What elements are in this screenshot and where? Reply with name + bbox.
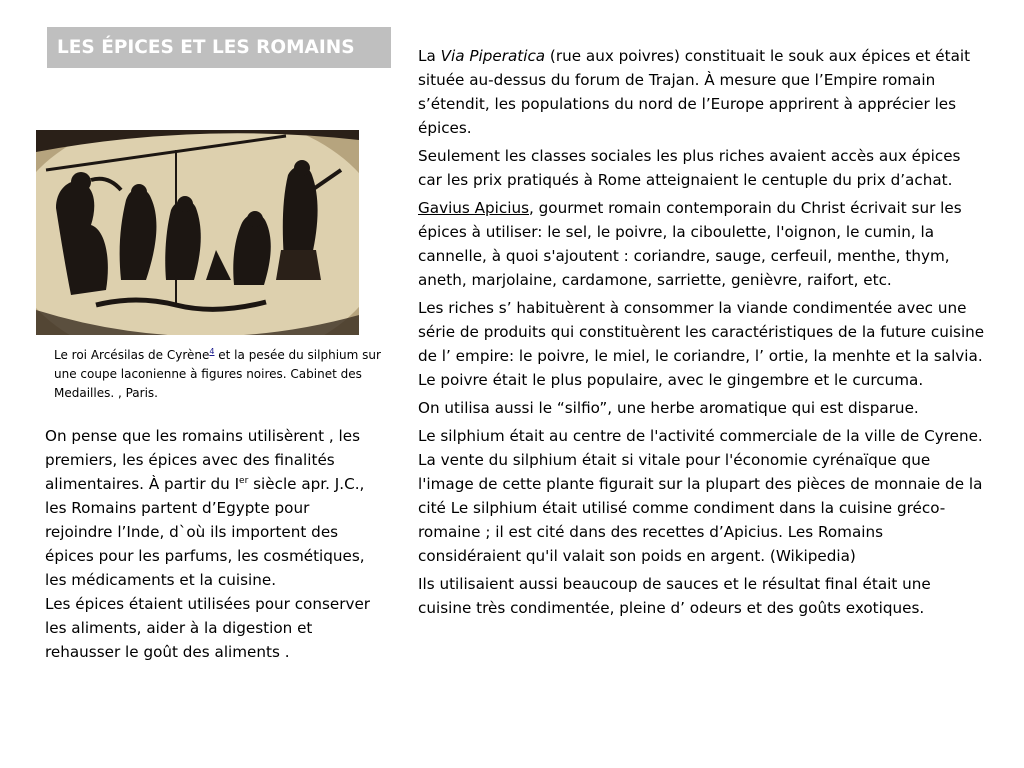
slide-title: LES ÉPICES ET LES ROMAINS <box>57 37 355 58</box>
right-paragraph-6: Le silphium était au centre de l'activité commerciale de la ville de Cyrene. La vente du silphium était si vitale pour l'économie cyrénaïque que l'image de cette plante figurait sur la plupart des pièces de monnaie de la cité Le silphium était utilisé comme condiment dans la cuisine gréco-romaine ; il est cité dans des recettes d’Apicius. Les Romains considéraient qu'il valait son poids en argent. (Wikipedia) <box>418 427 983 565</box>
right-paragraph-1 <box>418 44 986 140</box>
title-box <box>47 27 391 68</box>
left-column-text <box>45 424 375 664</box>
century-superscript: er <box>239 475 249 486</box>
right-column-text <box>418 44 986 624</box>
left-paragraph-2: Les épices étaient utilisées pour conserver les aliments, aider à la digestion et rehausser le goût des aliments . <box>45 595 371 661</box>
right-paragraph-7: Ils utilisaient aussi beaucoup de sauces et le résultat final était une cuisine très condimentée, pleine d’ odeurs et des goûts exotiques. <box>418 575 931 617</box>
footnote-reference-link[interactable]: 4 <box>209 347 215 356</box>
right-p3-text: , gourmet romain contemporain du Christ écrivait sur les épices à utiliser: le sel, le poivre, la ciboulette, l'oignon, le cumin, la cannelle, à quoi s'ajoutent : coriandre, sauge, cerfeuil, menthe, thym, aneth, marjolaine, cardamone, sarriette, genièvre, raifort, etc. <box>418 199 962 289</box>
right-p1-prefix: La <box>418 47 441 65</box>
right-paragraph-2: Seulement les classes sociales les plus riches avaient accès aux épices car les prix pratiqués à Rome atteignaient le centuple du prix d’achat. <box>418 147 961 189</box>
via-piperatica-term: Via Piperatica <box>440 47 546 65</box>
left-p1-text-start: On pense que les romains utilisèrent , les premiers, les épices avec des finalités alimentaires. À partir du <box>45 427 361 493</box>
right-paragraph-4: Les riches s’ habituèrent à consommer la viande condimentée avec une série de produits qui constituèrent les caractéristiques de la future cuisine de l’ empire: le poivre, le miel, le coriandre, l’ ortie, la menhte et la salvia. Le poivre était le plus populaire, avec le gingembre et le curcuma. <box>418 299 985 389</box>
left-paragraph-1 <box>45 424 375 592</box>
century-roman-numeral: I <box>234 475 240 493</box>
century-marker <box>235 475 249 493</box>
laconian-cup-photo <box>36 130 359 335</box>
laconian-cup-image <box>36 130 359 335</box>
gavius-apicius-link[interactable]: Gavius Apicius <box>418 199 530 217</box>
right-paragraph-3 <box>418 196 986 292</box>
image-caption <box>54 342 400 403</box>
caption-text-end: et la pesée du silphium sur une coupe laconienne à figures noires. Cabinet des Medailles. , Paris. <box>54 348 381 400</box>
caption-text-start: Le roi Arcésilas de Cyrène <box>54 348 210 362</box>
right-p1-text: (rue aux poivres) constituait le souk aux épices et était située au-dessus du forum de Trajan. À mesure que l’Empire romain s’étendit, les populations du nord de l’Europe apprirent à apprécier les épices. <box>418 47 971 137</box>
right-paragraph-5: On utilisa aussi le “silfio”, une herbe aromatique qui est disparue. <box>418 399 919 417</box>
left-p1-text-end: siècle apr. J.C., les Romains partent d’Egypte pour rejoindre l’Inde, d`où ils importent des épices pour les parfums, les cosmétiques, les médicaments et la cuisine. <box>45 475 365 589</box>
